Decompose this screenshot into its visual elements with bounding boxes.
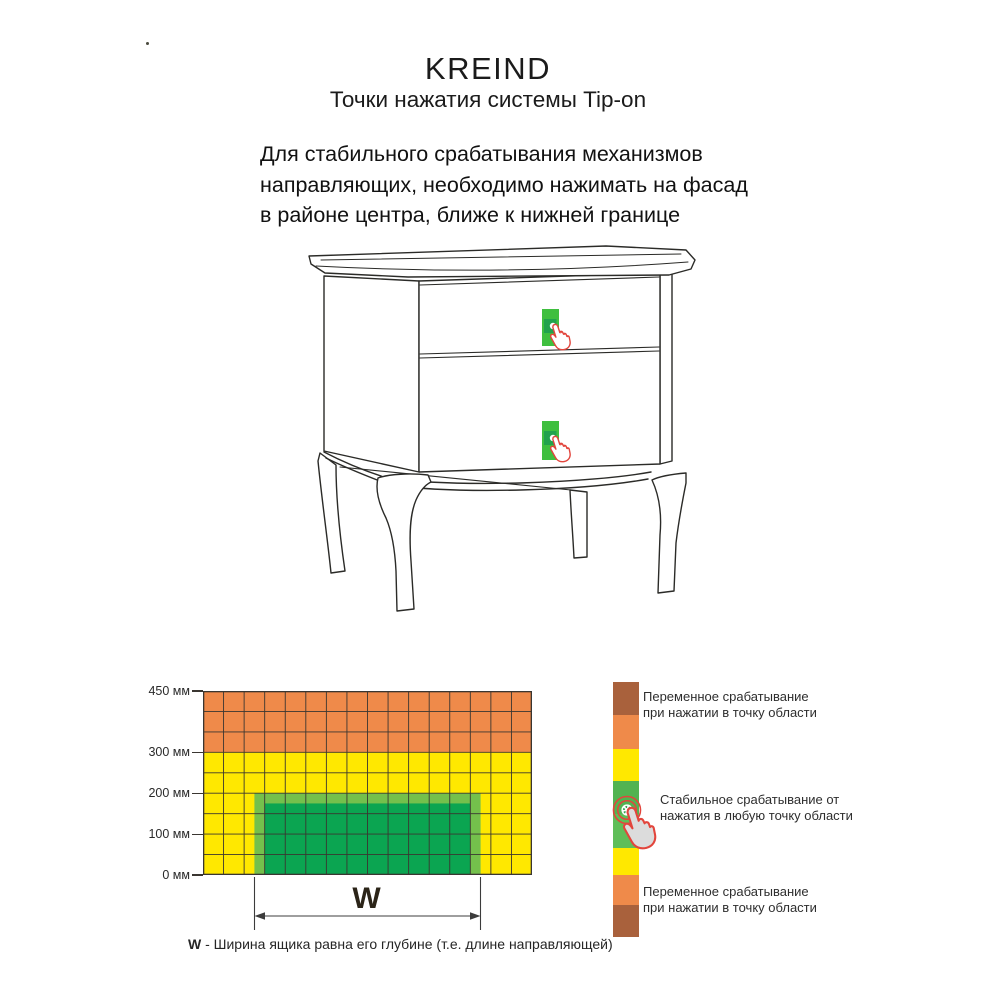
page-title: KREIND [424, 51, 552, 86]
front-right-leg [652, 473, 686, 593]
axis-label: 450 мм [148, 684, 190, 698]
description-line: направляющих, необходимо нажимать на фасад [260, 172, 748, 197]
right-side-edge [660, 271, 672, 464]
legend-line: Стабильное срабатывание от [660, 792, 840, 807]
axis-label: 200 мм [148, 786, 190, 801]
caption-text: - Ширина ящика равна его глубине (т.е. длине направляющей) [201, 936, 613, 952]
legend-bar-segment [613, 715, 639, 749]
description-paragraph [260, 139, 780, 231]
legend-line: Переменное срабатывание [643, 884, 809, 899]
legend-line: при нажатии в точку области [643, 704, 817, 720]
caption-w: W [188, 936, 202, 952]
description-line: в районе центра, ближе к нижней границе [260, 203, 681, 227]
back-left-leg [318, 453, 345, 573]
axis-label: 0 мм [162, 868, 190, 882]
tabletop [309, 246, 695, 277]
axis-tick [192, 690, 203, 691]
front-left-leg [377, 474, 431, 611]
legend-bar-segment [613, 875, 639, 905]
legend-line: Переменное срабатывание [643, 689, 809, 704]
ink-speck [146, 42, 149, 45]
axis-tick [192, 834, 203, 835]
legend-item-middle [660, 792, 853, 823]
left-side-panel [324, 276, 419, 472]
legend-item-bottom [643, 884, 817, 915]
axis-label: 100 мм [148, 827, 190, 842]
legend-line: при нажатии в точку области [643, 899, 817, 915]
legend-item-top [643, 689, 817, 720]
legend-line: нажатия в любую точку области [660, 807, 853, 823]
page-subtitle: Точки нажатия системы Tip-on [329, 87, 647, 112]
drawer-block [419, 273, 660, 472]
axis-tick [192, 874, 203, 875]
press-zone-grid [203, 691, 532, 875]
diagram-caption [188, 936, 788, 952]
legend-bar-segment [613, 749, 639, 781]
description-line: Для стабильного срабатывания механизмов [260, 142, 703, 166]
legend-bar-segment [613, 682, 639, 715]
legend-bar-segment [613, 905, 639, 937]
nightstand-drawing [290, 243, 710, 635]
axis-label: 300 мм [148, 745, 190, 760]
axis-tick [192, 752, 203, 753]
back-right-leg [570, 490, 587, 558]
axis-tick [192, 793, 203, 794]
width-dimension-label: W [352, 882, 381, 915]
